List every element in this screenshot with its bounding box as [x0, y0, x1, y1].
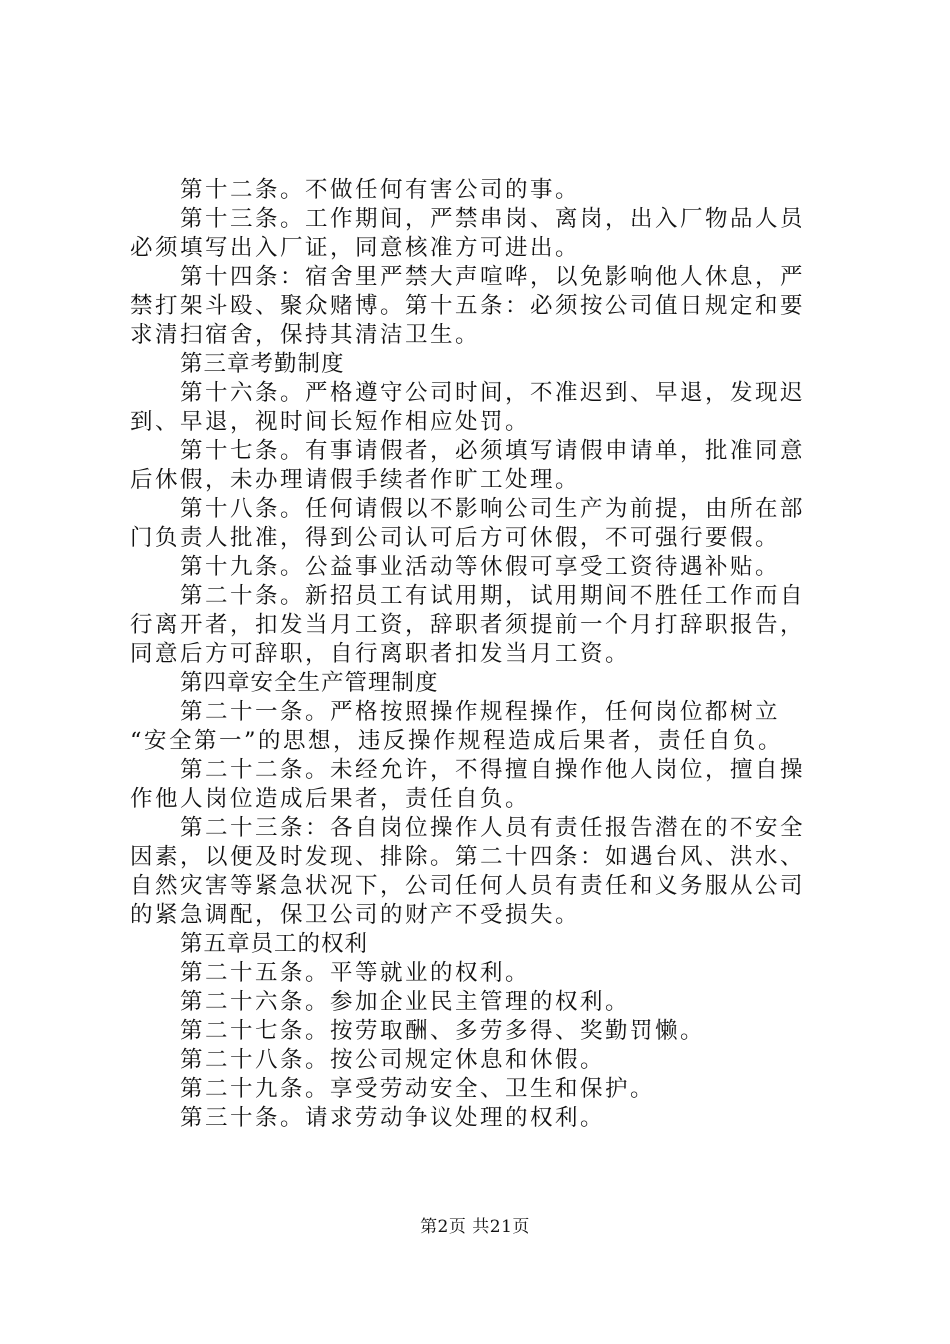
chapter-heading: 第五章员工的权利 [180, 931, 369, 957]
paragraph-line: 禁打架斗殴、聚众赌博。第十五条：必须按公司值日规定和要 [130, 293, 806, 319]
paragraph-line: 第二十七条。按劳取酬、多劳多得、奖勤罚懒。 [180, 1018, 706, 1044]
paragraph-line: 必须填写出入厂证，同意核准方可进出。 [130, 235, 581, 261]
page-footer: 第2页 共21页 [420, 1217, 530, 1237]
paragraph-line: 第十二条。不做任何有害公司的事。 [180, 177, 581, 203]
paragraph-line: 同意后方可辞职，自行离职者扣发当月工资。 [130, 641, 631, 667]
paragraph-line: 第十八条。任何请假以不影响公司生产为前提，由所在部 [180, 496, 806, 522]
paragraph-line: 第十七条。有事请假者，必须填写请假申请单，批准同意 [180, 438, 806, 464]
paragraph-line: 第二十五条。平等就业的权利。 [180, 960, 531, 986]
paragraph-line: 求清扫宿舍，保持其清洁卫生。 [130, 322, 481, 348]
paragraph-line: 第二十九条。享受劳动安全、卫生和保护。 [180, 1076, 656, 1102]
paragraph-line: 第二十二条。未经允许，不得擅自操作他人岗位，擅自操 [180, 757, 806, 783]
paragraph-line: 行离开者，扣发当月工资，辞职者须提前一个月打辞职报告， [130, 612, 806, 638]
paragraph-line: 第十四条：宿舍里严禁大声喧哗，以免影响他人休息，严 [180, 264, 806, 290]
paragraph-line: “安全第一”的思想，违反操作规程造成后果者，责任自负。 [130, 728, 784, 754]
paragraph-line: 第二十一条。严格按照操作规程操作，任何岗位都树立 [180, 699, 781, 725]
paragraph-line: 后休假，未办理请假手续者作旷工处理。 [130, 467, 581, 493]
paragraph-line: 第十六条。严格遵守公司时间，不准迟到、早退，发现迟 [180, 380, 806, 406]
paragraph-line: 第二十八条。按公司规定休息和休假。 [180, 1047, 606, 1073]
paragraph-line: 门负责人批准，得到公司认可后方可休假，不可强行要假。 [130, 525, 781, 551]
paragraph-line: 第十三条。工作期间，严禁串岗、离岗，出入厂物品人员 [180, 206, 806, 232]
chapter-heading: 第四章安全生产管理制度 [180, 670, 439, 696]
paragraph-line: 第二十三条：各自岗位操作人员有责任报告潜在的不安全 [180, 815, 806, 841]
paragraph-line: 自然灾害等紧急状况下，公司任何人员有责任和义务服从公司 [130, 873, 806, 899]
paragraph-line: 第二十六条。参加企业民主管理的权利。 [180, 989, 631, 1015]
paragraph-line: 第二十条。新招员工有试用期，试用期间不胜任工作而自 [180, 583, 806, 609]
document-body [130, 176, 830, 1133]
chapter-heading: 第三章考勤制度 [180, 351, 345, 377]
paragraph-line: 第三十条。请求劳动争议处理的权利。 [180, 1105, 606, 1131]
paragraph-line: 的紧急调配，保卫公司的财产不受损失。 [130, 902, 581, 928]
paragraph-line: 到、早退，视时间长短作相应处罚。 [130, 409, 531, 435]
paragraph-line: 作他人岗位造成后果者，责任自负。 [130, 786, 531, 812]
paragraph-line: 第十九条。公益事业活动等休假可享受工资待遇补贴。 [180, 554, 781, 580]
paragraph-line: 因素，以便及时发现、排除。第二十四条：如遇台风、洪水、 [130, 844, 806, 870]
